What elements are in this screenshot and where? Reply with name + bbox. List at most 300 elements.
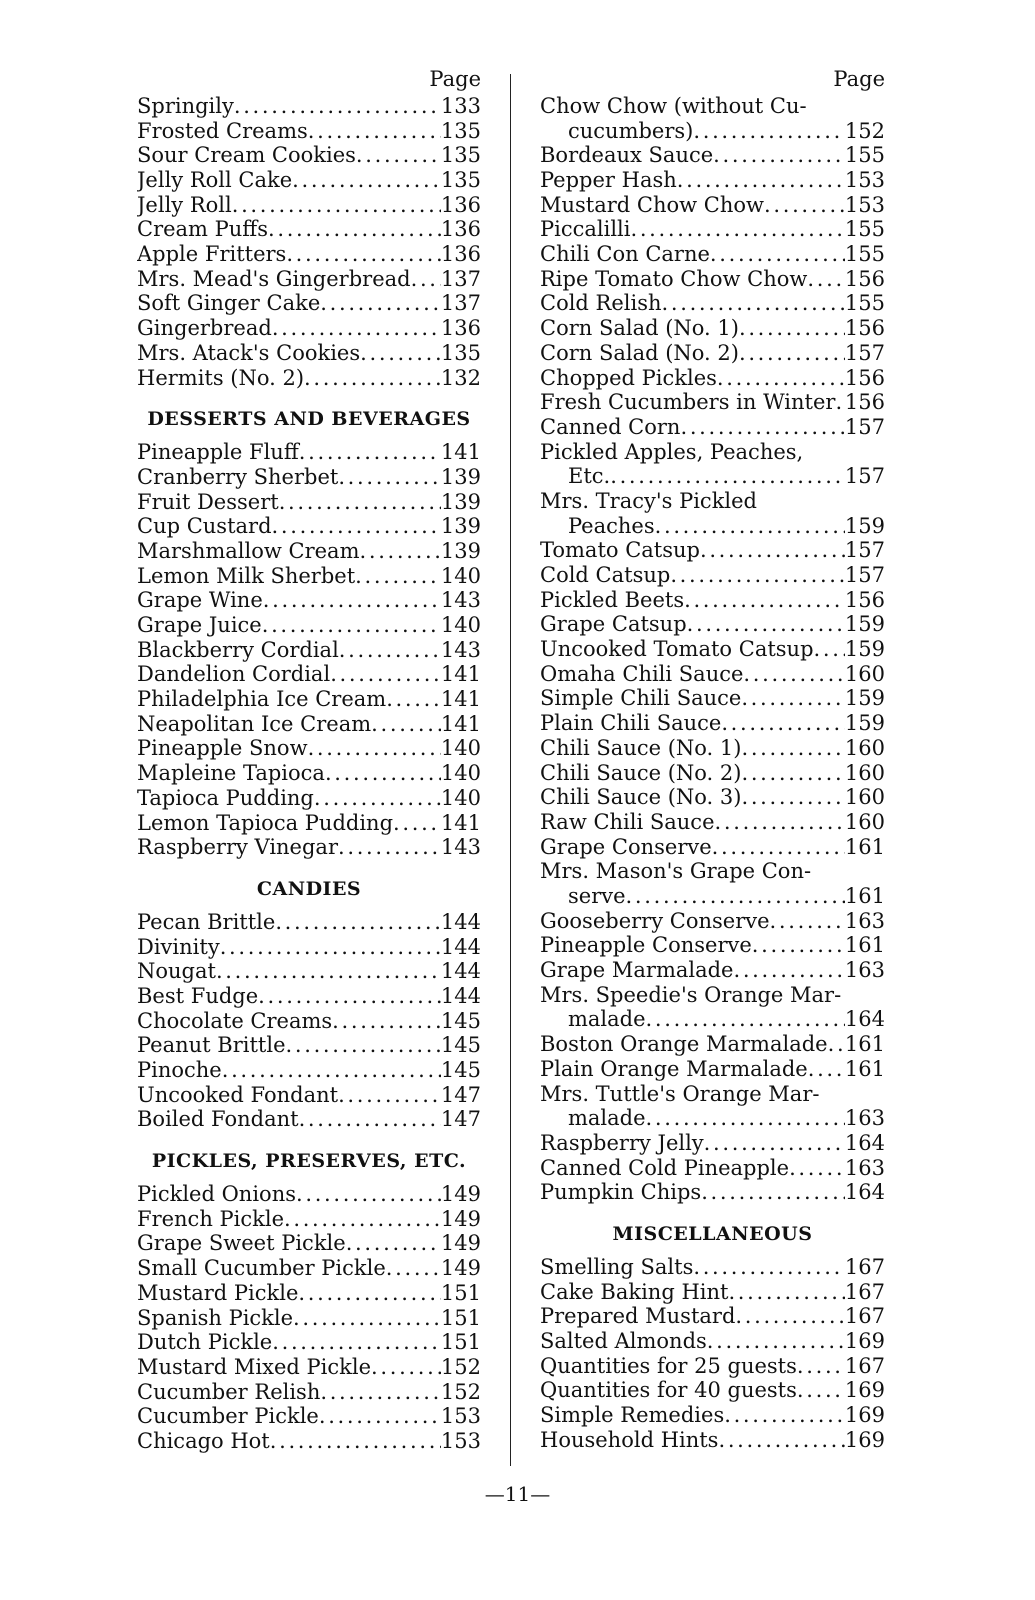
entry-title: Mustard Pickle [137, 1280, 299, 1305]
leader-dots [272, 514, 441, 539]
entry-title: Grape Conserve [540, 834, 712, 859]
entry-title: French Pickle [137, 1206, 284, 1231]
leader-dots [320, 1380, 441, 1405]
index-entry [137, 242, 481, 267]
entry-page: 155 [844, 242, 885, 267]
index-entry [540, 1156, 885, 1181]
entry-title: Blackberry Cordial [137, 637, 339, 662]
entry-title: Tapioca Pudding [137, 785, 314, 810]
entry-title: Fresh Cucumbers in Winter [540, 390, 836, 415]
entry-page: 153 [440, 1429, 481, 1453]
entry-title: Frosted Creams [137, 118, 308, 143]
leader-dots [371, 712, 441, 737]
entry-page: 141 [440, 440, 481, 465]
entry-page: 144 [440, 984, 481, 1008]
index-entry [137, 687, 481, 712]
index-entry [540, 1354, 885, 1379]
entry-title: Pineapple Conserve [540, 933, 752, 958]
leader-dots [770, 909, 845, 934]
leader-dots [304, 366, 441, 391]
entry-title: Raspberry Vinegar [137, 835, 338, 860]
entry-page: 152 [440, 1379, 481, 1404]
entry-page: 167 [844, 1254, 885, 1279]
index-entry [540, 514, 885, 539]
leader-dots [715, 810, 845, 835]
entry-title: Pineapple Snow [137, 736, 308, 761]
entry-page: 139 [440, 489, 481, 514]
entry-page: 169 [844, 1378, 885, 1403]
leader-dots [411, 267, 441, 292]
leader-dots [764, 193, 845, 218]
entry-page: 164 [844, 1180, 885, 1205]
entry-title: Cup Custard [137, 514, 272, 539]
index-entry [137, 835, 481, 860]
leader-dots [807, 267, 845, 292]
page-column-heading: Page [429, 67, 481, 91]
leader-dots [320, 292, 441, 317]
entry-page: 169 [844, 1427, 885, 1452]
entry-page: 159 [844, 612, 885, 637]
index-entry [137, 1107, 481, 1132]
index-entry [137, 490, 481, 515]
entry-page: 160 [844, 735, 885, 760]
index-entry [540, 1007, 885, 1032]
index-entry [540, 711, 885, 736]
entry-page: 152 [440, 1354, 481, 1379]
index-entry [540, 242, 885, 267]
leader-dots [308, 737, 441, 762]
entry-title: Ripe Tomato Chow Chow [540, 266, 808, 291]
leader-dots [630, 217, 844, 242]
entry-title: Plain Chili Sauce [540, 711, 722, 736]
section-heading-pickles: PICKLES, PRESERVES, ETC. [151, 1150, 467, 1173]
entry-title: Bordeaux Sauce [540, 143, 714, 168]
index-entry [137, 984, 481, 1009]
marmalade-list [540, 1032, 885, 1081]
leader-dots [741, 761, 844, 786]
page-number: —11— [484, 1482, 551, 1506]
entry-page: 164 [844, 1130, 885, 1155]
leader-dots [330, 662, 441, 687]
leader-dots [814, 637, 845, 662]
index-entry [540, 810, 885, 835]
index-entry [540, 390, 885, 415]
leader-dots [216, 959, 441, 984]
index-entry [137, 662, 481, 687]
entry-page: 140 [440, 785, 481, 810]
index-entry [137, 1256, 481, 1281]
leader-dots [684, 588, 845, 613]
desserts-list [137, 440, 481, 860]
leader-dots [733, 958, 844, 983]
entry-title-line: Mrs. Tracy's Pickled [540, 489, 758, 513]
leader-dots [739, 316, 845, 341]
index-entry [137, 1404, 481, 1429]
index-entry [540, 366, 885, 391]
leader-dots [707, 1329, 845, 1354]
leader-dots [680, 415, 844, 440]
entry-title: Uncooked Tomato Catsup [540, 637, 814, 662]
entry-title: Grape Juice [137, 613, 262, 638]
entry-title: Smelling Salts [540, 1254, 694, 1279]
leader-dots [338, 1083, 441, 1108]
leader-dots [741, 687, 845, 712]
entry-title: Philadelphia Ice Cream [137, 687, 387, 712]
index-entry [137, 613, 481, 638]
leader-dots [292, 168, 441, 193]
entry-title: Gooseberry Conserve [540, 908, 770, 933]
leader-dots [286, 242, 441, 267]
entry-title: Chicago Hot [137, 1429, 270, 1453]
index-entry [137, 1009, 481, 1034]
index-entry [540, 292, 885, 317]
leader-dots [808, 1057, 845, 1082]
leader-dots [270, 1429, 441, 1454]
entry-title: Marshmallow Cream [137, 539, 360, 563]
leader-dots [743, 662, 844, 687]
leader-dots [386, 687, 441, 712]
entry-page: 135 [440, 143, 481, 168]
entry-title-line: Mrs. Tuttle's Orange Mar- [540, 1081, 820, 1106]
entry-title: Pecan Brittle [137, 909, 276, 934]
leader-dots [325, 761, 441, 786]
entry-page: 137 [440, 291, 481, 316]
entry-page: 133 [440, 94, 481, 118]
index-entry [137, 1083, 481, 1108]
entry-page: 164 [844, 1007, 885, 1032]
leader-dots [646, 1106, 845, 1131]
leader-dots [284, 1207, 441, 1232]
entry-title: Household Hints [540, 1427, 719, 1452]
entry-page: 143 [440, 835, 481, 860]
index-entry [137, 143, 481, 168]
leader-dots [332, 1009, 441, 1034]
entry-page: 147 [440, 1082, 481, 1107]
leader-dots [710, 242, 845, 267]
entry-title: Best Fudge [137, 984, 259, 1008]
entry-title: Grape Catsup [540, 612, 687, 637]
index-entry [540, 1378, 885, 1403]
entry-title: Cold Relish [540, 291, 662, 316]
entry-title: Mrs. Mead's Gingerbread [137, 266, 411, 291]
entry-title: Spanish Pickle [137, 1305, 294, 1330]
entry-title: Springily [137, 94, 234, 118]
entry-title: Pumpkin Chips [540, 1180, 702, 1205]
entry-page: 155 [844, 291, 885, 316]
index-entry [137, 1306, 481, 1331]
leader-dots [356, 143, 441, 168]
leader-dots [314, 786, 441, 811]
entry-title-line: Mrs. Mason's Grape Con- [540, 859, 812, 884]
entry-title: Simple Chili Sauce [540, 686, 742, 711]
entry-page: 156 [844, 266, 885, 291]
index-entry [540, 1255, 885, 1280]
entry-title: Hermits (No. 2) [137, 365, 305, 390]
leader-dots [308, 119, 441, 144]
index-entry [540, 637, 885, 662]
leader-dots [275, 910, 441, 935]
entry-title: Jelly Roll [137, 192, 232, 217]
index-entry [540, 1428, 885, 1453]
entry-page: 139 [440, 539, 481, 563]
index-entry [540, 1280, 885, 1305]
index-entry [540, 588, 885, 613]
entry-title: Divinity [137, 934, 220, 959]
leader-dots [272, 1330, 441, 1355]
index-entry [540, 415, 885, 440]
index-entry [540, 884, 885, 909]
index-entry [137, 786, 481, 811]
entry-title: Neapolitan Ice Cream [137, 711, 372, 736]
entry-title-line: Pickled Apples, Peaches, [540, 439, 804, 464]
index-entry [137, 1355, 481, 1380]
index-entry [540, 267, 885, 292]
entry-page: 163 [844, 908, 885, 933]
leader-dots [718, 1428, 844, 1453]
entry-page: 140 [440, 736, 481, 761]
leader-dots [360, 341, 441, 366]
index-entry [540, 1304, 885, 1329]
entry-page: 149 [440, 1231, 481, 1256]
entry-title: Pineapple Fluff [137, 440, 299, 465]
entry-title: cucumbers) [568, 118, 694, 143]
entry-page: 160 [844, 661, 885, 686]
leader-dots [626, 884, 845, 909]
index-entry [540, 193, 885, 218]
leader-dots [286, 1033, 441, 1058]
index-entry [540, 958, 885, 983]
entry-page: 140 [440, 563, 481, 588]
leader-dots [258, 984, 441, 1009]
entry-title: Gingerbread [137, 316, 272, 341]
index-entry [137, 564, 481, 589]
index-entry [137, 935, 481, 960]
index-entry [137, 465, 481, 490]
index-entry [540, 464, 885, 489]
entry-title: Quantities for 40 guests [540, 1378, 797, 1403]
entry-title: Peanut Brittle [137, 1033, 286, 1058]
entry-title: Chopped Pickles [540, 365, 717, 390]
entry-page: 144 [440, 909, 481, 934]
entry-page: 143 [440, 588, 481, 613]
entry-title: Corn Salad (No. 1) [540, 316, 739, 341]
entry-page: 163 [844, 1155, 885, 1180]
index-entry [540, 835, 885, 860]
leader-dots [234, 94, 441, 119]
leader-dots [835, 390, 844, 415]
entry-title: Lemon Tapioca Pudding [137, 810, 394, 835]
leader-dots [646, 1007, 845, 1032]
entry-page: 169 [844, 1329, 885, 1353]
entry-title: Chili Sauce (No. 2) [540, 760, 742, 785]
entry-page: 141 [440, 687, 481, 712]
entry-page: 141 [440, 711, 481, 736]
index-entry [540, 1180, 885, 1205]
leader-dots [700, 538, 845, 563]
index-entry [137, 292, 481, 317]
leader-dots [728, 1280, 844, 1305]
entry-title: Nougat [137, 959, 216, 984]
entry-page: 159 [844, 686, 885, 711]
entry-page: 145 [440, 1033, 481, 1058]
index-entry [137, 1207, 481, 1232]
leader-dots [655, 514, 845, 539]
index-entry [137, 366, 481, 391]
entry-page: 157 [844, 414, 885, 439]
entry-page: 153 [844, 168, 885, 193]
entry-page: 161 [844, 1032, 885, 1057]
leader-dots [262, 613, 441, 638]
column-divider [510, 74, 511, 1466]
entry-page: 151 [440, 1330, 481, 1355]
index-entry [137, 514, 481, 539]
entry-page: 156 [844, 390, 885, 415]
index-entry [137, 94, 481, 119]
entry-page: 144 [440, 934, 481, 959]
index-entry [540, 662, 885, 687]
entry-title: Chili Sauce (No. 1) [540, 735, 742, 760]
entry-title: Mapleine Tapioca [137, 761, 325, 786]
entry-title: Jelly Roll Cake [137, 168, 293, 193]
leader-dots [360, 539, 441, 564]
entry-title: Apple Fritters [137, 242, 287, 267]
entry-page: 141 [440, 662, 481, 687]
entry-page: 141 [440, 810, 481, 835]
leader-dots [298, 1281, 441, 1306]
entry-title: Lemon Milk Sherbet [137, 563, 356, 588]
index-entry [137, 910, 481, 935]
entry-title: Pickled Beets [540, 587, 685, 612]
leader-dots [339, 638, 441, 663]
entry-title-line: Chow Chow (without Cu- [540, 94, 807, 118]
entry-title: Cucumber Relish [137, 1379, 321, 1404]
leader-dots [712, 835, 845, 860]
index-entry [137, 1232, 481, 1257]
index-entry [540, 785, 885, 810]
entry-title: Mrs. Atack's Cookies [137, 340, 361, 365]
leader-dots [263, 588, 441, 613]
leader-dots [220, 935, 441, 960]
index-entry [137, 1330, 481, 1355]
entry-title: Simple Remedies [540, 1403, 725, 1428]
index-entry [137, 119, 481, 144]
entry-title: Fruit Dessert [137, 489, 279, 514]
entry-page: 147 [440, 1107, 481, 1132]
entry-page: 159 [844, 637, 885, 662]
entry-title: Cucumber Pickle [137, 1404, 319, 1429]
leader-dots [393, 811, 441, 836]
index-entry [137, 217, 481, 242]
index-entry [137, 737, 481, 762]
entry-page: 149 [440, 1256, 481, 1281]
entry-page: 157 [844, 464, 885, 489]
entry-page: 157 [844, 538, 885, 563]
entry-title: Canned Corn [540, 414, 681, 439]
entry-page: 144 [440, 959, 481, 984]
leader-dots [272, 316, 441, 341]
entry-page: 136 [440, 192, 481, 217]
index-entry [540, 1329, 885, 1354]
leader-dots [693, 1255, 845, 1280]
leader-dots [797, 1378, 845, 1403]
entry-title: Chili Sauce (No. 3) [540, 785, 742, 810]
entry-title: Grape Wine [137, 588, 263, 613]
entry-title: Corn Salad (No. 2) [540, 340, 739, 365]
entry-title: Mustard Chow Chow [540, 192, 765, 217]
leader-dots [797, 1354, 845, 1379]
cakes-cookies-list [137, 94, 481, 390]
entry-title: Raspberry Jelly [540, 1130, 704, 1155]
index-entry [540, 168, 885, 193]
entry-title: Grape Sweet Pickle [137, 1231, 346, 1256]
index-entry [137, 1058, 481, 1083]
leader-dots [371, 1355, 441, 1380]
leader-dots [713, 143, 845, 168]
index-entry [137, 811, 481, 836]
index-entry [137, 1429, 481, 1454]
entry-page: 161 [844, 834, 885, 859]
leader-dots [687, 612, 845, 637]
index-column-left [137, 64, 481, 1454]
entry-page: 163 [844, 1106, 885, 1131]
entry-title: malade [568, 1007, 646, 1032]
index-entry [540, 143, 885, 168]
leader-dots [717, 366, 845, 391]
entry-page: 156 [844, 587, 885, 612]
entry-title: Cold Catsup [540, 563, 671, 588]
index-entry [137, 1380, 481, 1405]
leader-dots [739, 341, 845, 366]
entry-page: 153 [440, 1404, 481, 1429]
entry-page: 155 [844, 217, 885, 242]
entry-page: 157 [844, 563, 885, 588]
entry-title: Plain Orange Marmalade [540, 1056, 808, 1081]
entry-page: 152 [844, 118, 885, 143]
entry-page: 145 [440, 1008, 481, 1033]
entry-page: 169 [844, 1403, 885, 1428]
index-entry [540, 1032, 885, 1057]
entry-title: Quantities for 25 guests [540, 1353, 797, 1378]
index-entry [540, 1106, 885, 1131]
entry-title: Raw Chili Sauce [540, 809, 715, 834]
entry-page: 139 [440, 464, 481, 489]
leader-dots [222, 1058, 441, 1083]
leader-dots [701, 1180, 845, 1205]
entry-page: 135 [440, 168, 481, 193]
leader-dots [735, 1304, 845, 1329]
leader-dots [704, 1131, 845, 1156]
index-entry [540, 1131, 885, 1156]
entry-page: 156 [844, 365, 885, 390]
index-entry [540, 909, 885, 934]
entry-title: Small Cucumber Pickle [137, 1256, 386, 1281]
entry-title: Pepper Hash [540, 168, 677, 193]
pickles-list [137, 1182, 481, 1454]
entry-title: Pinoche [137, 1058, 222, 1083]
page-column-heading: Page [833, 67, 885, 91]
index-entry [137, 193, 481, 218]
index-column-right [540, 64, 885, 1452]
entry-page: 149 [440, 1182, 481, 1207]
leader-dots [828, 1032, 845, 1057]
entry-page: 132 [440, 365, 481, 390]
entry-page: 139 [440, 514, 481, 539]
entry-title: Cake Baking Hint [540, 1279, 729, 1304]
entry-title: Grape Marmalade [540, 958, 734, 983]
index-entry [137, 341, 481, 366]
leader-dots [319, 1404, 441, 1429]
entry-page: 160 [844, 809, 885, 834]
